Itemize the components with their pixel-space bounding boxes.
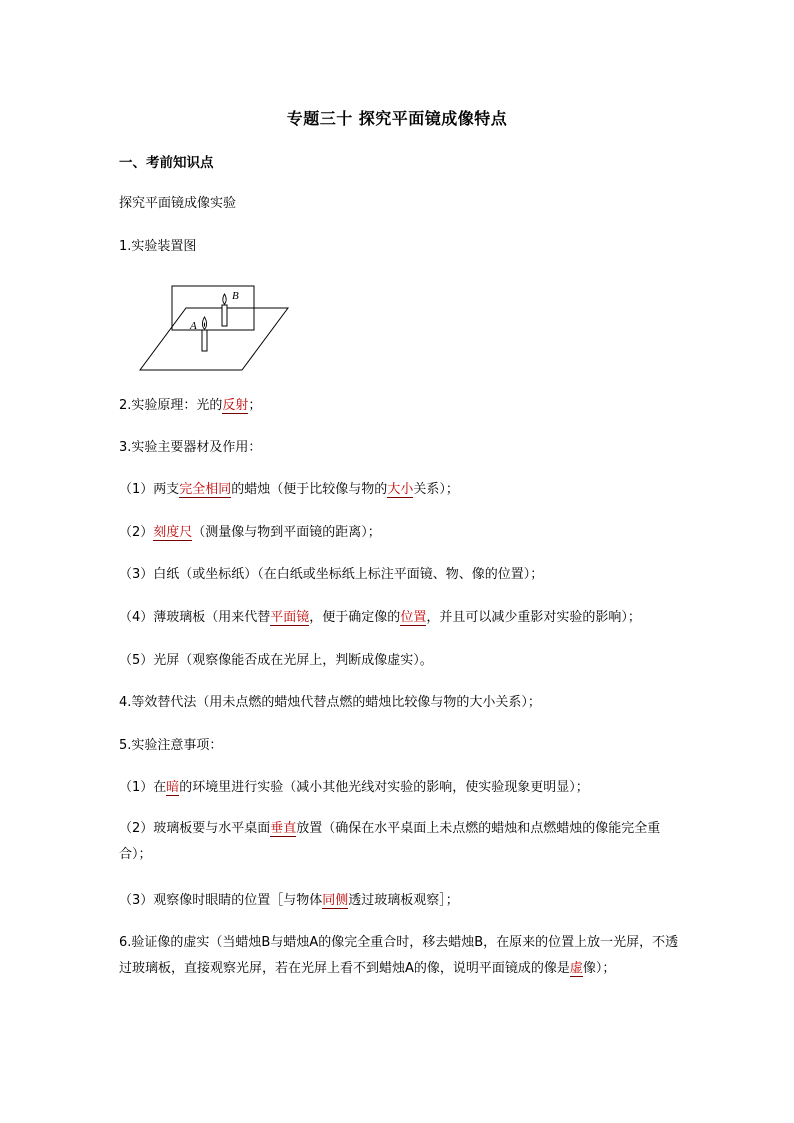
apparatus-diagram [138, 284, 290, 374]
page-title: 专题三十 探究平面镜成像特点 [286, 109, 508, 128]
label-a: A [190, 320, 197, 332]
intro-text: 探究平面镜成像实验 [119, 196, 237, 211]
answer-virtual: 虚 [569, 961, 583, 976]
material-5: （5）光屏（观察像能否成在光屏上，判断成像虚实）。 [119, 653, 433, 668]
candle-b [222, 294, 227, 326]
answer-mirror: 平面镜 [270, 610, 310, 625]
candle-a [202, 317, 207, 351]
item-1: 1.实验装置图 [119, 239, 197, 254]
item-4: 4.等效替代法（用未点燃的蜡烛代替点燃的蜡烛比较像与物的大小关系）； [119, 695, 541, 710]
answer-vertical: 垂直 [270, 821, 297, 836]
answer-ruler: 刻度尺 [153, 525, 193, 540]
item-2: 2.实验原理：光的反射； [119, 398, 262, 413]
answer-reflection: 反射 [222, 398, 249, 413]
answer-same-side: 同侧 [322, 893, 349, 908]
material-2: （2）刻度尺（测量像与物到平面镜的距离）； [119, 525, 381, 540]
item-6: 6.验证像的虚实（当蜡烛B与蜡烛A的像完全重合时，移去蜡烛B，在原来的位置上放一光屏，不透过玻璃板，直接观察光屏，若在光屏上看不到蜡烛A的像，说明平面镜成的像是虚像）； [119, 935, 679, 976]
material-1: （1）两支完全相同的蜡烛（便于比较像与物的大小关系）； [119, 482, 459, 497]
label-b: B [232, 290, 239, 302]
section-heading: 一、考前知识点 [119, 155, 214, 171]
note-1: （1）在暗的环境里进行实验（减小其他光线对实验的影响，使实验现象更明显）； [119, 780, 589, 795]
answer-dark: 暗 [166, 780, 180, 795]
answer-position: 位置 [400, 610, 427, 625]
answer-identical: 完全相同 [179, 482, 232, 497]
note-3: （3）观察像时眼睛的位置［与物体同侧透过玻璃板观察］； [119, 893, 459, 908]
answer-size: 大小 [387, 482, 414, 497]
item-3: 3.实验主要器材及作用： [119, 440, 262, 455]
material-4: （4）薄玻璃板（用来代替平面镜，便于确定像的位置，并且可以减少重影对实验的影响）； [119, 610, 641, 625]
material-3: （3）白纸（或坐标纸）（在白纸或坐标纸上标注平面镜、物、像的位置）； [119, 567, 544, 582]
item-5: 5.实验注意事项： [119, 738, 223, 753]
note-2: （2）玻璃板要与水平桌面垂直放置（确保在水平桌面上未点燃的蜡烛和点燃蜡烛的像能完全重合）； [119, 821, 661, 862]
